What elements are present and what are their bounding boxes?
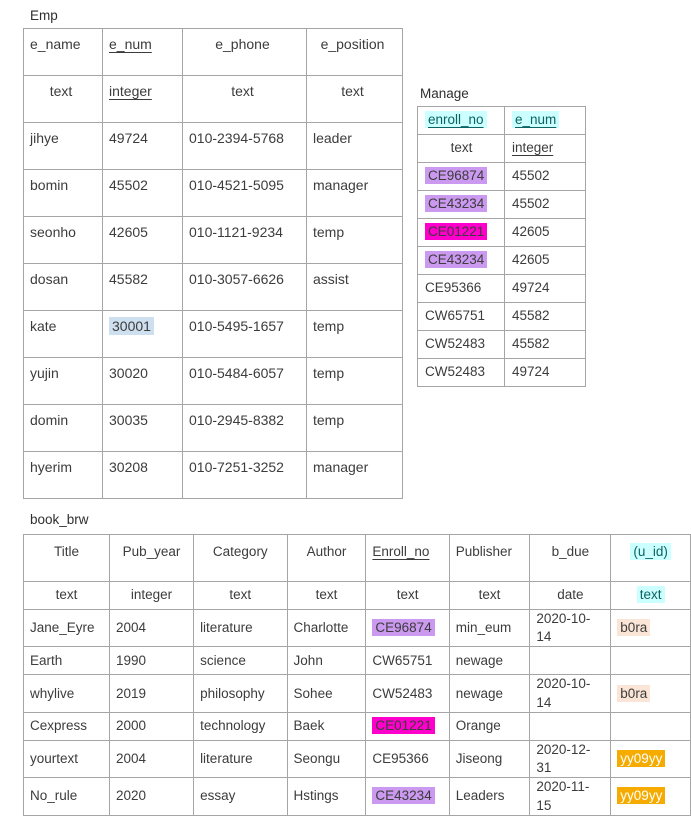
value: dosan [30, 271, 69, 287]
table-cell [183, 405, 307, 452]
value: 2020-10-14 [536, 676, 591, 710]
highlighted-value: text [637, 586, 665, 603]
value: Title [54, 544, 80, 559]
table-cell [194, 675, 287, 712]
value: 45582 [512, 336, 550, 352]
table-cell [24, 311, 103, 358]
value: newage [455, 685, 504, 701]
value: Pub_year [122, 544, 181, 559]
emp-table [23, 28, 403, 499]
value: text [231, 83, 254, 99]
table-cell [287, 778, 366, 815]
highlighted-value: b0ra [617, 685, 650, 702]
table-cell [611, 647, 691, 675]
table-cell [194, 610, 287, 647]
table-cell [307, 170, 403, 217]
column-header-Publisher [449, 535, 530, 582]
table-cell [418, 191, 505, 219]
value: 010-2394-5768 [189, 130, 284, 146]
value: bomin [30, 177, 69, 193]
table-cell [103, 311, 183, 358]
column-type [505, 135, 586, 163]
value: 2019 [116, 685, 147, 701]
table-cell [183, 452, 307, 499]
value: essay [200, 788, 236, 804]
value: 010-4521-5095 [189, 177, 284, 193]
column-type [194, 582, 287, 610]
highlighted-value: CE96874 [425, 167, 487, 184]
value: text [341, 83, 364, 99]
table-cell [611, 778, 691, 815]
value: text [450, 140, 473, 156]
value: technology [200, 718, 266, 734]
value: Baek [293, 718, 325, 734]
table-cell [24, 170, 103, 217]
value: CE95366 [425, 280, 482, 296]
value: literature [200, 620, 253, 636]
value: science [200, 652, 246, 668]
table-cell [418, 275, 505, 303]
value: text [396, 587, 419, 603]
value: 2004 [116, 750, 147, 766]
column-type [418, 135, 505, 163]
value: e_name [30, 36, 81, 52]
value: e_position [320, 36, 385, 52]
highlighted-value: CE43234 [425, 195, 487, 212]
column-type [530, 582, 611, 610]
value: John [293, 652, 323, 668]
column-header-e_position [307, 29, 403, 76]
value: Sohee [293, 685, 333, 701]
value: 45502 [109, 177, 148, 193]
value: Cexpress [30, 718, 88, 734]
value: text [229, 587, 252, 603]
value: 42605 [512, 224, 550, 240]
table-cell [611, 675, 691, 712]
table-cell [110, 778, 194, 815]
value: whylive [30, 685, 75, 701]
column-header-Category [194, 535, 287, 582]
manage-table-block [417, 86, 586, 387]
column-type [183, 76, 307, 123]
value: b_due [551, 544, 590, 559]
table-cell [194, 712, 287, 740]
column-type [611, 582, 691, 610]
value: 45502 [512, 168, 550, 184]
highlighted-value: CE01221 [425, 223, 487, 240]
value: CW65751 [372, 652, 433, 668]
table-cell [287, 610, 366, 647]
highlighted-value: (u_id) [630, 543, 671, 560]
table-cell [194, 778, 287, 815]
value: newage [455, 652, 504, 668]
value: e_phone [215, 36, 270, 52]
table-cell [530, 740, 611, 777]
table-cell [449, 740, 530, 777]
table-cell [110, 712, 194, 740]
value: date [557, 587, 584, 603]
value: integer [130, 587, 173, 603]
table-cell [505, 247, 586, 275]
table-cell [505, 163, 586, 191]
emp-table-title: Emp [30, 8, 58, 23]
column-header-Author [287, 535, 366, 582]
table-cell [287, 675, 366, 712]
value: integer [512, 140, 554, 156]
value: temp [313, 412, 345, 428]
value: manager [313, 459, 369, 475]
value: philosophy [200, 685, 265, 701]
table-cell [24, 264, 103, 311]
table-cell [307, 311, 403, 358]
table-cell [449, 712, 530, 740]
table-cell [530, 778, 611, 815]
table-cell [366, 675, 449, 712]
table-cell [418, 359, 505, 387]
highlighted-value: yy09yy [617, 787, 665, 804]
table-cell [103, 217, 183, 264]
manage-table-title: Manage [420, 86, 469, 101]
table-cell [24, 647, 110, 675]
value: literature [200, 750, 253, 766]
table-cell [24, 123, 103, 170]
table-cell [530, 675, 611, 712]
value: 1990 [116, 652, 147, 668]
column-type [307, 76, 403, 123]
value: CW52483 [425, 364, 486, 380]
value: 2020-12-31 [536, 741, 591, 776]
table-cell [183, 123, 307, 170]
value: Enroll_no [372, 544, 430, 559]
value: Category [212, 544, 268, 559]
value: Jiseong [455, 750, 503, 766]
highlighted-value: enroll_no [425, 111, 487, 128]
column-header-Enroll_no [366, 535, 449, 582]
table-cell [183, 264, 307, 311]
table-cell [505, 331, 586, 359]
table-cell [103, 405, 183, 452]
value: Publisher [455, 544, 513, 559]
value: text [315, 587, 338, 603]
value: Jane_Eyre [30, 620, 95, 636]
column-header-e_phone [183, 29, 307, 76]
table-cell [287, 647, 366, 675]
table-cell [24, 217, 103, 264]
value: hyerim [30, 459, 73, 475]
value: CW52483 [425, 336, 486, 352]
table-cell [505, 275, 586, 303]
table-cell [418, 163, 505, 191]
table-cell [449, 778, 530, 815]
column-header-u_id [611, 535, 691, 582]
table-cell [366, 778, 449, 815]
value: 49724 [512, 364, 550, 380]
value: kate [30, 318, 57, 334]
value: 49724 [109, 130, 148, 146]
table-cell [530, 647, 611, 675]
value: text [49, 83, 73, 99]
value: 42605 [512, 252, 550, 268]
value: text [55, 587, 78, 603]
value: CE95366 [372, 750, 429, 766]
table-cell [418, 219, 505, 247]
value: e_num [109, 36, 152, 52]
table-cell [307, 264, 403, 311]
highlighted-value: e_num [512, 111, 559, 128]
column-header-e_name [24, 29, 103, 76]
value: 30208 [109, 459, 148, 475]
table-cell [611, 712, 691, 740]
table-cell [110, 675, 194, 712]
value: 2020 [116, 788, 147, 804]
value: 2020-10-14 [536, 611, 591, 645]
highlighted-value: CE01221 [372, 717, 434, 734]
highlighted-value: CE43234 [425, 251, 487, 268]
column-header-Title [24, 535, 110, 582]
column-header-e_num [103, 29, 183, 76]
table-cell [24, 740, 110, 777]
table-cell [449, 675, 530, 712]
value: 30020 [109, 365, 148, 381]
table-cell [505, 191, 586, 219]
table-cell [24, 610, 110, 647]
table-cell [110, 610, 194, 647]
table-cell [183, 217, 307, 264]
value: 45502 [512, 196, 550, 212]
table-cell [24, 405, 103, 452]
value: temp [313, 224, 345, 240]
table-cell [287, 712, 366, 740]
table-cell [418, 331, 505, 359]
table-cell [418, 247, 505, 275]
table-cell [24, 712, 110, 740]
table-cell [449, 647, 530, 675]
table-cell [307, 452, 403, 499]
value: No_rule [30, 788, 78, 804]
value: 010-3057-6626 [189, 271, 284, 287]
table-cell [530, 610, 611, 647]
table-cell [110, 647, 194, 675]
value: min_eum [455, 620, 512, 636]
value: seonho [30, 224, 76, 240]
table-cell [183, 358, 307, 405]
value: yourtext [30, 750, 79, 766]
table-cell [110, 740, 194, 777]
table-cell [307, 217, 403, 264]
value: CW52483 [372, 685, 433, 701]
highlighted-value: 30001 [109, 317, 154, 335]
table-cell [24, 452, 103, 499]
column-type [110, 582, 194, 610]
table-cell [611, 610, 691, 647]
highlighted-value: yy09yy [617, 750, 665, 767]
value: 45582 [109, 271, 148, 287]
value: Earth [30, 652, 63, 668]
table-cell [24, 778, 110, 815]
table-cell [366, 712, 449, 740]
table-cell [505, 359, 586, 387]
table-cell [366, 647, 449, 675]
table-cell [449, 610, 530, 647]
value: 42605 [109, 224, 148, 240]
table-cell [530, 712, 611, 740]
table-cell [307, 405, 403, 452]
table-cell [366, 610, 449, 647]
column-header-e_num [505, 107, 586, 135]
column-type [24, 582, 110, 610]
table-cell [418, 303, 505, 331]
column-type [24, 76, 103, 123]
value: Hstings [293, 788, 339, 804]
value: jihye [30, 130, 59, 146]
value: CW65751 [425, 308, 486, 324]
table-cell [103, 452, 183, 499]
value: 30035 [109, 412, 148, 428]
table-cell [194, 647, 287, 675]
table-cell [103, 358, 183, 405]
value: 010-5484-6057 [189, 365, 284, 381]
column-type [366, 582, 449, 610]
emp-table-block [23, 8, 403, 499]
value: 2020-11-15 [536, 779, 590, 813]
value: Seongu [293, 750, 341, 766]
table-cell [103, 123, 183, 170]
value: 010-5495-1657 [189, 318, 284, 334]
value: Charlotte [293, 620, 349, 636]
column-header-Pub_year [110, 535, 194, 582]
table-cell [194, 740, 287, 777]
table-cell [366, 740, 449, 777]
table-cell [183, 311, 307, 358]
value: integer [109, 83, 152, 99]
book-brw-table-title: book_brw [30, 512, 89, 527]
value: 2004 [116, 620, 147, 636]
column-type [287, 582, 366, 610]
value: 010-1121-9234 [189, 224, 283, 240]
value: assist [313, 271, 349, 287]
table-cell [24, 675, 110, 712]
table-cell [103, 170, 183, 217]
table-cell [505, 303, 586, 331]
column-type [103, 76, 183, 123]
highlighted-value: CE96874 [372, 619, 434, 636]
table-cell [611, 740, 691, 777]
value: 010-7251-3252 [189, 459, 284, 475]
column-header-b_due [530, 535, 611, 582]
value: manager [313, 177, 369, 193]
value: Author [306, 544, 347, 559]
table-cell [307, 123, 403, 170]
table-cell [505, 219, 586, 247]
value: 45582 [512, 308, 550, 324]
book-brw-table-block [23, 512, 691, 816]
table-cell [103, 264, 183, 311]
column-type [449, 582, 530, 610]
highlighted-value: b0ra [617, 619, 650, 636]
value: Orange [455, 718, 501, 734]
value: yujin [30, 365, 59, 381]
column-header-enroll_no [418, 107, 505, 135]
table-cell [24, 358, 103, 405]
table-cell [183, 170, 307, 217]
value: leader [313, 130, 352, 146]
book-brw-table [23, 534, 691, 816]
table-cell [287, 740, 366, 777]
value: temp [313, 318, 345, 334]
value: 010-2945-8382 [189, 412, 284, 428]
value: 49724 [512, 280, 550, 296]
value: temp [313, 365, 345, 381]
table-cell [307, 358, 403, 405]
value: text [478, 587, 501, 603]
manage-table [417, 106, 586, 387]
value: 2000 [116, 718, 147, 734]
highlighted-value: CE43234 [372, 787, 434, 804]
value: domin [30, 412, 69, 428]
value: Leaders [455, 788, 505, 804]
